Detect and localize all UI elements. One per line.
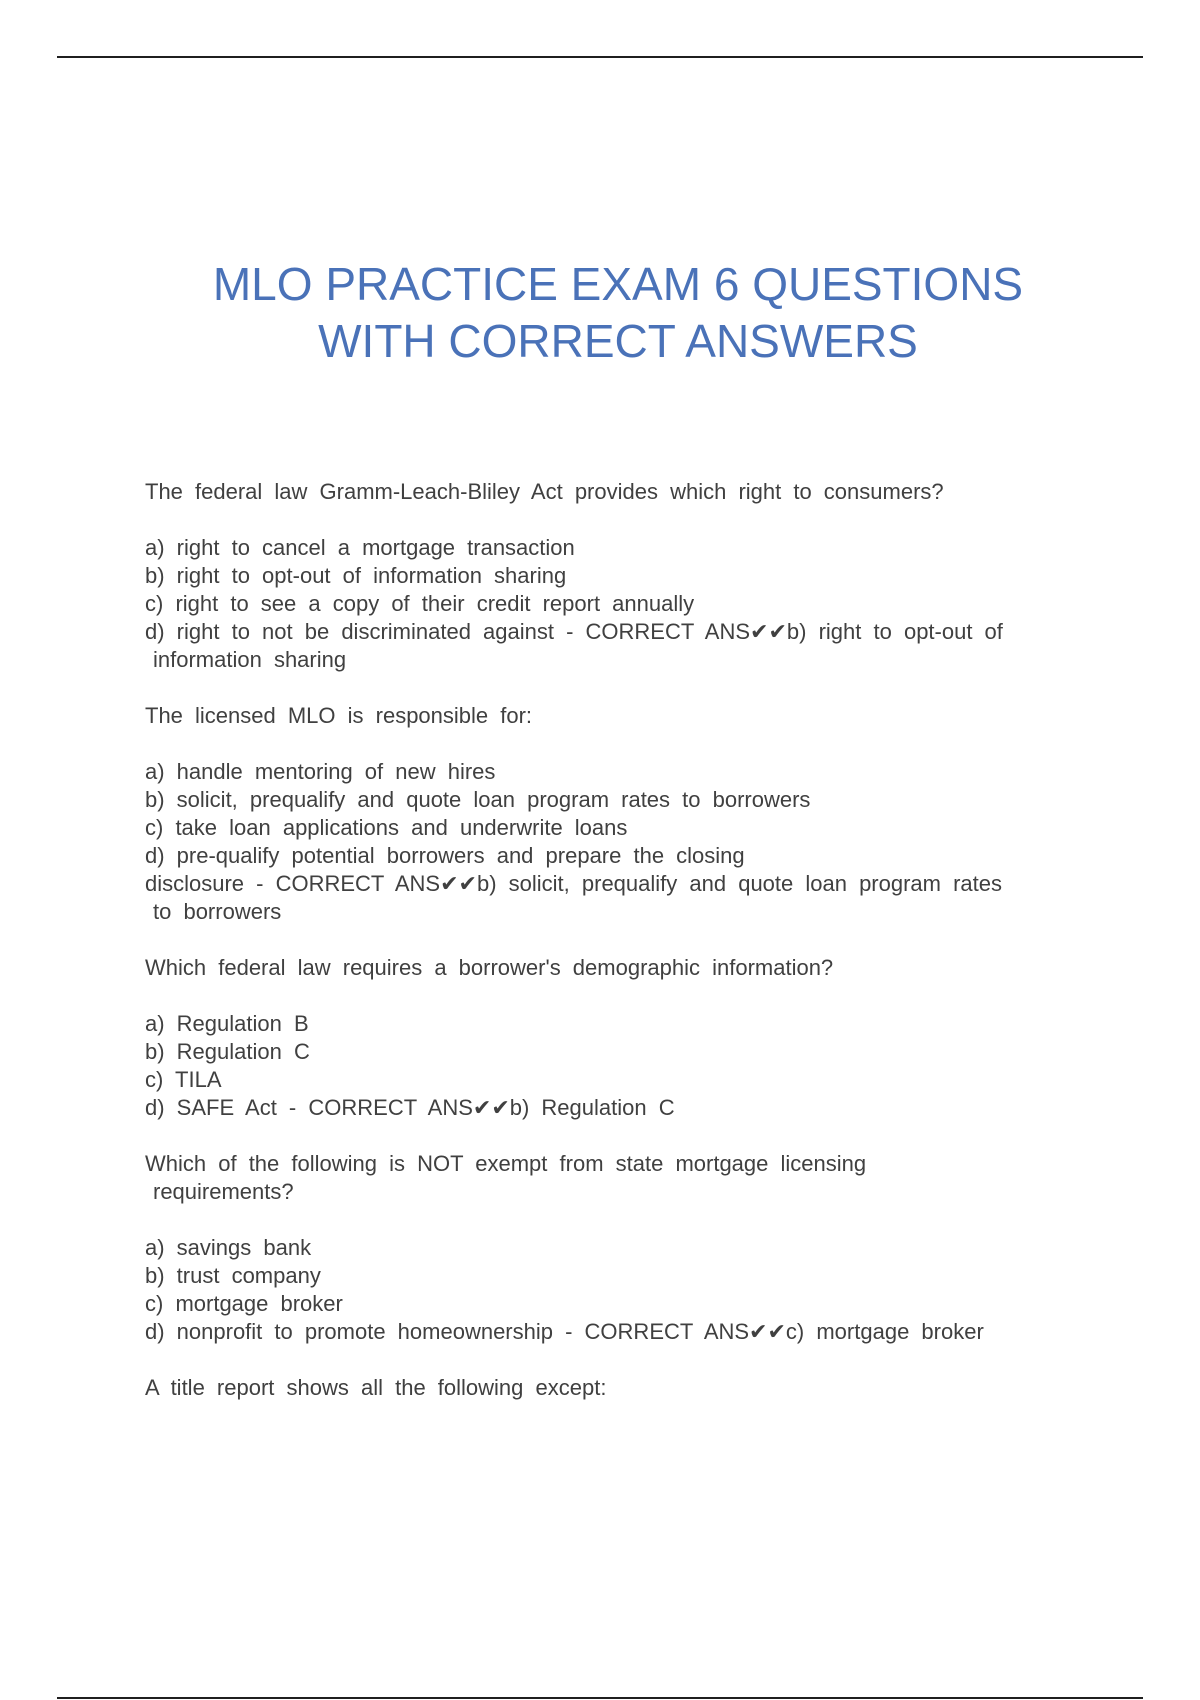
question-block-1 — [145, 478, 1082, 674]
header-rule — [57, 56, 1143, 58]
option-c: c) mortgage broker — [145, 1291, 343, 1316]
answer-continuation: information sharing — [153, 647, 347, 672]
question-text: Which federal law requires a borrower's demographic information? — [145, 955, 834, 980]
option-b: b) trust company — [145, 1263, 321, 1288]
option-a: a) savings bank — [145, 1235, 312, 1260]
question-text: The federal law Gramm-Leach-Bliley Act provides which right to consumers? — [145, 479, 944, 504]
option-b: b) right to opt-out of information sharing — [145, 563, 567, 588]
option-b: b) solicit, prequalify and quote loan program rates to borrowers — [145, 787, 811, 812]
question-block-2 — [145, 702, 1082, 926]
title-line-2: WITH CORRECT ANSWERS — [318, 315, 918, 367]
question-text-line-2: requirements? — [153, 1179, 294, 1204]
option-d-with-answer: d) nonprofit to promote homeownership - CORRECT ANS✔✔c) mortgage broker — [145, 1319, 984, 1344]
option-c: c) TILA — [145, 1067, 222, 1092]
footer-rule — [57, 1697, 1143, 1699]
answer-line: disclosure - CORRECT ANS✔✔b) solicit, prequalify and quote loan program rates — [145, 871, 1003, 896]
option-c: c) right to see a copy of their credit report annually — [145, 591, 695, 616]
option-d-with-answer: d) SAFE Act - CORRECT ANS✔✔b) Regulation C — [145, 1095, 675, 1120]
title-line-1: MLO PRACTICE EXAM 6 QUESTIONS — [212, 258, 1024, 310]
question-block-5 — [145, 1374, 1082, 1402]
option-a: a) Regulation B — [145, 1011, 309, 1036]
option-d-with-answer: d) right to not be discriminated against - CORRECT ANS✔✔b) right to opt-out of — [145, 619, 1003, 644]
document-title — [0, 256, 1200, 370]
option-c: c) take loan applications and underwrite loans — [145, 815, 628, 840]
question-block-3 — [145, 954, 1082, 1122]
question-block-4 — [145, 1150, 1082, 1346]
questions-list — [145, 478, 1082, 1430]
option-a: a) right to cancel a mortgage transaction — [145, 535, 575, 560]
question-text-line-1: Which of the following is NOT exempt from state mortgage licensing — [145, 1151, 867, 1176]
option-b: b) Regulation C — [145, 1039, 310, 1064]
answer-continuation: to borrowers — [153, 899, 282, 924]
option-a: a) handle mentoring of new hires — [145, 759, 496, 784]
question-text: A title report shows all the following except: — [145, 1375, 607, 1400]
question-text: The licensed MLO is responsible for: — [145, 703, 533, 728]
option-d: d) pre-qualify potential borrowers and prepare the closing — [145, 843, 745, 868]
